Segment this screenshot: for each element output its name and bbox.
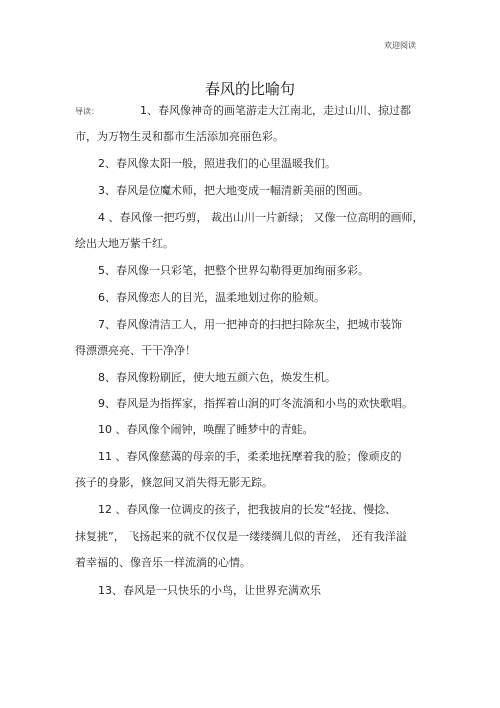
- paragraph-4-line-2: 绘出大地万紫千红。: [75, 237, 174, 250]
- paragraph-1-line-2: 市，为万物生灵和都市生活添加亮丽色彩。: [75, 130, 284, 143]
- guide-label: 导读：: [75, 107, 99, 116]
- paragraph-12-line-1: 12 、春风像一位调皮的孩子，把我披肩的长发“轻拢、慢捻、: [98, 503, 397, 516]
- paragraph-4-line-1: 4 、春风像一把巧剪， 裁出山川一片新绿； 又像一位高明的画师，: [98, 211, 424, 224]
- header-note: 欢迎阅读: [384, 41, 416, 50]
- paragraph-9: 9、春风是为指挥家，指挥着山涧的叮冬流淌和小鸟的欢快歌唱。: [98, 397, 413, 410]
- paragraph-3: 3、春风是位魔术师，把大地变成一幅清新美丽的图画。: [98, 184, 369, 197]
- paragraph-2: 2、春风像太阳一般，照进我们的心里温暖我们。: [98, 157, 336, 170]
- paragraph-6: 6、春风像恋人的目光，温柔地划过你的脸颊。: [98, 291, 325, 304]
- paragraph-10: 10 、春风像个闹钟，唤醒了睡梦中的青蛙。: [98, 423, 314, 436]
- paragraph-1-line-1: 1、春风像神奇的画笔游走大江南北，走过山川、掠过都: [140, 104, 411, 117]
- paragraph-13: 13、春风是一只快乐的小鸟，让世界充满欢乐: [98, 584, 321, 597]
- paragraph-12-line-3: 着幸福的、像音乐一样流淌的心情。: [75, 556, 251, 569]
- paragraph-8: 8、春风像粉刷匠，使大地五颜六色，焕发生机。: [98, 371, 336, 384]
- page-title: 春风的比喻句: [204, 80, 295, 98]
- paragraph-7-line-2: 得漂漂亮亮、干干净净！: [75, 344, 196, 357]
- paragraph-11-line-2: 孩子的身影，倏忽间又消失得无影无踪。: [75, 476, 273, 489]
- paragraph-11-line-1: 11 、春风像慈蔼的母亲的手，柔柔地抚摩着我的脸；像顽皮的: [98, 450, 402, 463]
- paragraph-12-line-2: 抹复挑”， 飞扬起来的就不仅仅是一缕缕绸儿似的青丝， 还有我洋溢: [75, 530, 407, 543]
- paragraph-5: 5、春风像一只彩笔，把整个世界勾勒得更加绚丽多彩。: [98, 264, 369, 277]
- paragraph-7-line-1: 7、春风像清洁工人，用一把神奇的扫把扫除灰尘，把城市装饰: [98, 318, 402, 331]
